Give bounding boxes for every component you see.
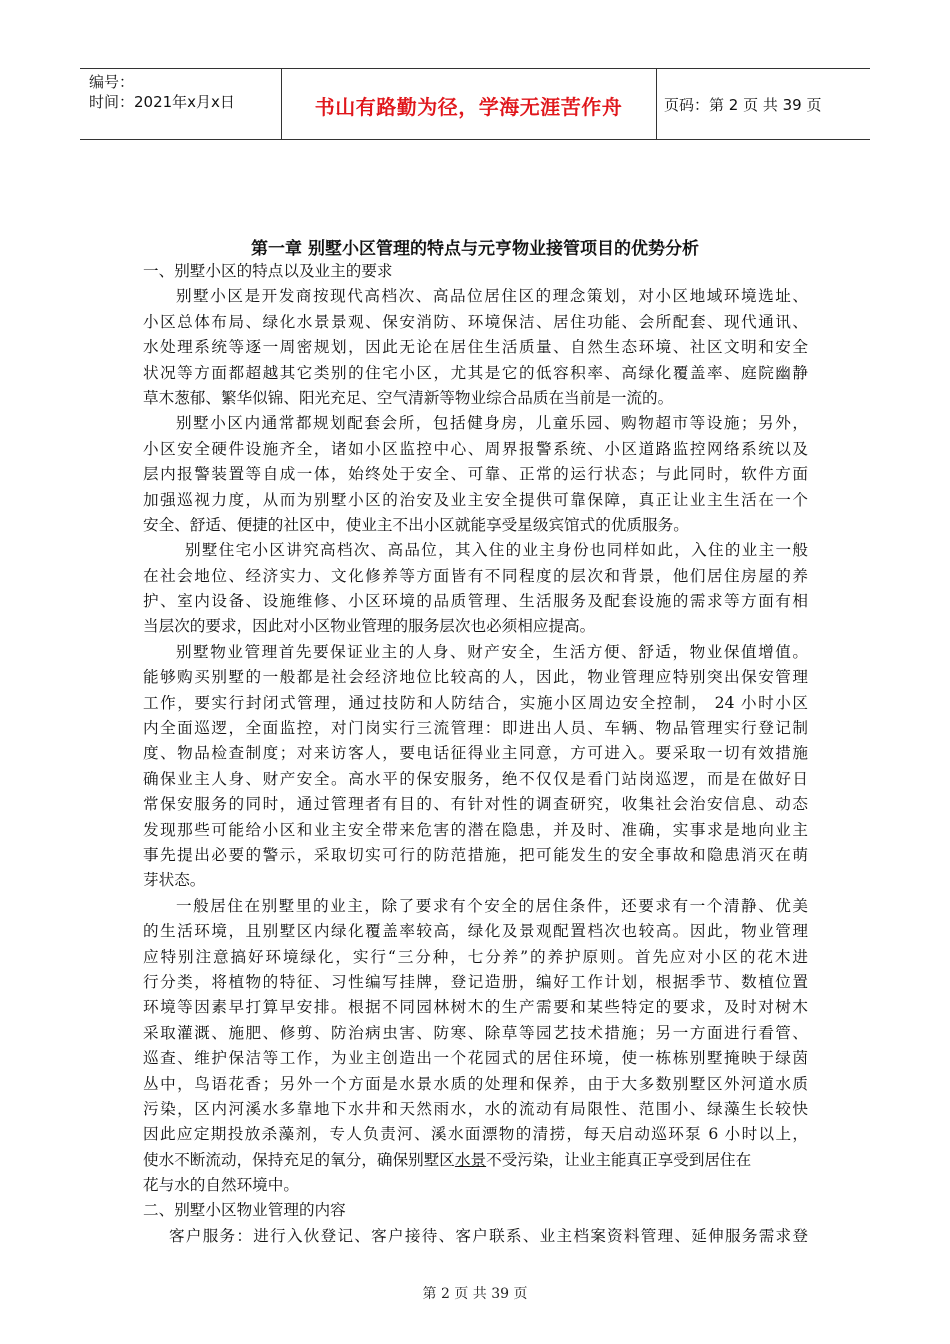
paragraph-line: 采取灌溉、施肥、修剪、防治病虫害、防寒、除草等园艺技术措施；另一方面进行看管、 <box>143 1023 808 1042</box>
paragraph-line: 芽状态。 <box>143 871 206 890</box>
paragraph-line: 事先提出必要的警示，采取切实可行的防范措施，把可能发生的安全事故和隐患消灭在萌 <box>143 845 808 864</box>
paragraph-line: 一般居住在别墅里的业主，除了要求有个安全的居住条件，还要求有一个清静、优美 <box>176 896 808 915</box>
paragraph-line: 安全、舒适、便捷的社区中，使业主不出小区就能享受星级宾馆式的优质服务。 <box>143 515 689 534</box>
paragraph-line: 花与水的自然环境中。 <box>143 1176 299 1195</box>
paragraph-line: 水处理系统等逐一周密规划，因此无论在居住生活质量、自然生态环境、社区文明和安全 <box>143 338 808 357</box>
paragraph-text: 使水不断流动，保持充足的氧分，确保别墅区 <box>143 1150 455 1169</box>
paragraph-line: 污染，区内河溪水多靠地下水井和天然雨水，水的流动有局限性、范围小、绿藻生长较快 <box>143 1099 808 1118</box>
paragraph-line: 能够购买别墅的一般都是社会经济地位比较高的人，因此，物业管理应特别突出保安管理 <box>143 668 808 687</box>
paragraph-line: 工作，要实行封闭式管理，通过技防和人防结合，实施小区周边安全控制， 24 小时小区 <box>143 693 808 712</box>
section-heading: 二、别墅小区物业管理的内容 <box>143 1201 346 1220</box>
paragraph-line: 别墅住宅小区讲究高档次、高品位，其入住的业主身份也同样如此，入住的业主一般 <box>185 541 808 560</box>
header-divider <box>656 69 657 139</box>
paragraph-line: 度、物品检查制度；对来访客人，要电话征得业主同意，方可进入。要采取一切有效措施 <box>143 744 808 763</box>
body-text <box>143 259 808 1249</box>
paragraph-line <box>143 1148 808 1173</box>
header-page-info: 页码：第 2 页 共 39 页 <box>664 96 822 114</box>
underlined-term: 水景 <box>454 1150 487 1169</box>
paragraph-line: 内全面巡逻，全面监控，对门岗实行三流管理：即进出人员、车辆、物品管理实行登记制 <box>143 719 808 738</box>
paragraph-line: 客户服务：进行入伙登记、客户接待、客户联系、业主档案资料管理、延伸服务需求登 <box>169 1226 808 1245</box>
paragraph-line: 层内报警装置等自成一体，始终处于安全、可靠、正常的运行状态；与此同时，软件方面 <box>143 465 808 484</box>
header-number: 编号： <box>89 73 135 91</box>
paragraph-line: 巡查、维护保洁等工作，为业主创造出一个花园式的居住环境，使一栋栋别墅掩映于绿茵 <box>143 1049 808 1068</box>
paragraph-line: 当层次的要求，因此对小区物业管理的服务层次也必须相应提高。 <box>143 617 596 636</box>
paragraph-line: 别墅物业管理首先要保证业主的人身、财产安全，生活方便、舒适，物业保值增值。 <box>176 642 808 661</box>
paragraph-line: 别墅小区是开发商按现代高档次、高品位居住区的理念策划，对小区地域环境选址、 <box>176 287 808 306</box>
header-time: 时间：2021年x月x日 <box>89 93 235 111</box>
paragraph-line: 的生活环境，且别墅区内绿化覆盖率较高，绿化及景观配置档次也较高。因此，物业管理 <box>143 922 808 941</box>
paragraph-line: 加强巡视力度，从而为别墅小区的治安及业主安全提供可靠保障，真正让业主生活在一个 <box>143 490 808 509</box>
paragraph-line: 应特别注意搞好环境绿化，实行“三分种，七分养”的养护原则。首先应对小区的花木进 <box>143 947 808 966</box>
paragraph-line: 发现那些可能给小区和业主安全带来危害的潜在隐患，并及时、准确，实事求是地向业主 <box>143 820 808 839</box>
paragraph-line: 护、室内设备、设施维修、小区环境的品质管理、生活服务及配套设施的需求等方面有相 <box>143 592 808 611</box>
paragraph-line: 常保安服务的同时，通过管理者有目的、有针对性的调查研究，收集社会治安信息、动态 <box>143 795 808 814</box>
chapter-title: 第一章 别墅小区管理的特点与元亨物业接管项目的优势分析 <box>251 239 699 259</box>
paragraph-line: 丛中，鸟语花香；另外一个方面是水景水质的处理和保养，由于大多数别墅区外河道水质 <box>143 1074 808 1093</box>
paragraph-line: 草木葱郁、繁华似锦、阳光充足、空气清新等物业综合品质在当前是一流的。 <box>143 388 674 407</box>
section-heading: 一、别墅小区的特点以及业主的要求 <box>143 262 393 280</box>
paragraph-line: 行分类，将植物的特征、习性编写挂牌，登记造册，编好工作计划，根据季节、数植位置 <box>143 972 808 991</box>
page-header <box>80 68 870 140</box>
page-footer: 第 2 页 共 39 页 <box>422 1286 528 1302</box>
paragraph-line: 在社会地位、经济实力、文化修养等方面皆有不同程度的层次和背景，他们居住房屋的养 <box>143 566 808 585</box>
paragraph-line: 小区安全硬件设施齐全，诸如小区监控中心、周界报警系统、小区道路监控网络系统以及 <box>143 439 808 458</box>
paragraph-line: 状况等方面都超越其它类别的住宅小区，尤其是它的低容积率、高绿化覆盖率、庭院幽静 <box>143 363 808 382</box>
paragraph-text: 不受污染，让业主能真正享受到居住在 <box>486 1150 752 1169</box>
paragraph-line: 别墅小区内通常都规划配套会所，包括健身房，儿童乐园、购物超市等设施；另外， <box>176 414 808 433</box>
paragraph-line: 确保业主人身、财产安全。高水平的保安服务，绝不仅仅是看门站岗巡逻，而是在做好日 <box>143 769 808 788</box>
paragraph-line: 环境等因素早打算早安排。根据不同园林树木的生产需要和某些特定的要求，及时对树木 <box>143 998 808 1017</box>
paragraph-line: 因此应定期投放杀藻剂，专人负责河、溪水面漂物的清捞，每天启动巡环泵 6 小时以上， <box>143 1125 808 1144</box>
paragraph-line: 小区总体布局、绿化水景景观、保安消防、环境保洁、居住功能、会所配套、现代通讯、 <box>143 312 808 331</box>
header-meta <box>89 72 235 112</box>
header-motto: 书山有路勤为径，学海无涯苦作舟 <box>314 95 623 119</box>
